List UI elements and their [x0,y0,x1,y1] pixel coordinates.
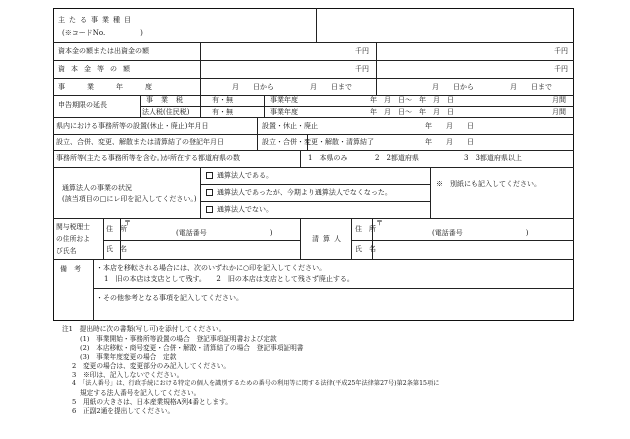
tax-accountant-label: 関与税理士 [56,223,90,231]
liquidator-address-label: 住 所 [355,225,376,233]
capital-unit-2: 千円 [554,47,568,55]
fiscal-year-to-2: 月 日まで [510,83,552,91]
fiscal-year-label: 事業年度 [58,83,174,91]
liquidator-phone: (電話番号 ) [432,229,529,237]
fiscal-year-to: 月 日まで [310,83,352,91]
note-6: 6 正副2通を提出してください。 [72,407,175,415]
reorg-date: 年 月 日 [425,138,474,146]
reorg-type: 設立・合併・変更・解散・清算結了 [262,138,374,146]
extension-months-1: 月間 [552,96,566,104]
checkbox-icon[interactable] [206,172,213,179]
accountant-postal: 〒 [124,219,131,227]
capital-label: 資本金の額または出資金の額 [58,47,149,55]
accountant-phone: (電話番号 ) [176,229,273,237]
note-4: 4 「法人番号」は、行政手続における特定の個人を識別するための番号の利用等に関する法律(平成25年法律第27号)第2条第15項に [72,380,440,387]
tsuusan-opt-2[interactable]: 通算法人であったが、今期より通算法人でなくなった。 [206,189,392,197]
note-5: 5 用紙の大きさは、日本産業規格A列4番とします。 [72,398,232,406]
business-type-label: 主たる事業種目 [58,16,135,24]
office-count-label: 事務所等(主たる事務所等を含む。)が所在する都道府県の数 [56,154,240,162]
accountant-address-label: 住 所 [106,225,127,233]
note-1-2: (2) 本店移転・商号変更・合併・解散・清算結了の場合 登記事項証明書 [80,344,304,352]
remarks-label: 備 考 [60,265,81,273]
office-setup-label: 県内における事務所等の設置(休止・廃止)年月日 [56,122,209,130]
note-4-cont: 規定する法人番号を記入してください。 [80,389,201,397]
extension-tax-2: 法人税(住民税) [142,108,190,116]
liquidator-name-label: 氏 名 [355,245,376,253]
checkbox-icon[interactable] [206,206,213,213]
note-2: 2 変更の場合は、変更部分のみ記入してください。 [72,362,231,370]
business-type-code: (※コードNo. ) [62,29,143,37]
capital2-unit: 千円 [355,65,369,73]
note-1-3: (3) 事業年度変更の場合 定款 [80,353,177,361]
tsuusan-opt-3[interactable]: 通算法人でない。 [206,206,273,214]
checkbox-icon[interactable] [206,189,213,196]
extension-range-2: 年 月 日～ 年 月 日 [370,108,454,116]
office-count-opt2[interactable]: 2 2都道府県 [375,154,419,162]
tsuusan-note: ※ 別紙にも記入してください。 [436,180,541,188]
liquidator-postal: 〒 [376,219,383,227]
remarks-line-1: ・本店を移転される場合には、次のいずれかに○印を記入してください。 [96,264,327,272]
fiscal-year-from: 月 日から [232,83,274,91]
extension-year-2: 事業年度 [270,108,298,116]
fiscal-year-from-2: 月 日から [432,83,474,91]
capital2-label: 資本金等の額 [58,65,136,73]
extension-choice-2: 有・無 [212,108,233,116]
extension-label: 申告期限の延長 [58,101,107,109]
liquidator-label: 清算人 [312,235,345,243]
note-1-1: (1) 事業開始・事務所等設置の場合 登記事項証明書および定款 [80,335,277,343]
extension-tax-1: 事業税 [146,96,191,104]
note-3: 3 ※印は、記入しないでください。 [72,371,184,379]
extension-months-2: 月間 [552,108,566,116]
office-count-opt1[interactable]: 1 本県のみ [308,154,348,162]
capital2-unit-2: 千円 [554,65,568,73]
remarks-line-3: ・その他参考となる事項を記入してください。 [96,294,243,302]
tsuusan-opt-1[interactable]: 通算法人である。 [206,172,273,180]
tsuusan-label: 通算法人の事業の状況 [62,184,132,192]
note-1: 注1 提出時に次の書類(写し可)を添付してください。 [62,325,226,333]
reorg-label: 設立、合併、変更、解散または清算結了の登記年月日 [56,138,224,146]
extension-choice-1: 有・無 [212,96,233,104]
remarks-line-2: 1 旧の本店は支店として残す。 2 旧の本店は支店として残さず廃止する。 [104,275,354,283]
office-count-opt3[interactable]: 3 3都道府県以上 [464,154,522,162]
office-setup-date: 年 月 日 [425,122,474,130]
office-setup-type: 設置・休止・廃止 [262,122,318,130]
capital-unit: 千円 [355,47,369,55]
tsuusan-instruction: (該当項目の□にレ印を記入してください。) [62,195,197,203]
accountant-name-label: 氏 名 [106,245,127,253]
extension-year-1: 事業年度 [270,96,298,104]
extension-range-1: 年 月 日～ 年 月 日 [370,96,454,104]
